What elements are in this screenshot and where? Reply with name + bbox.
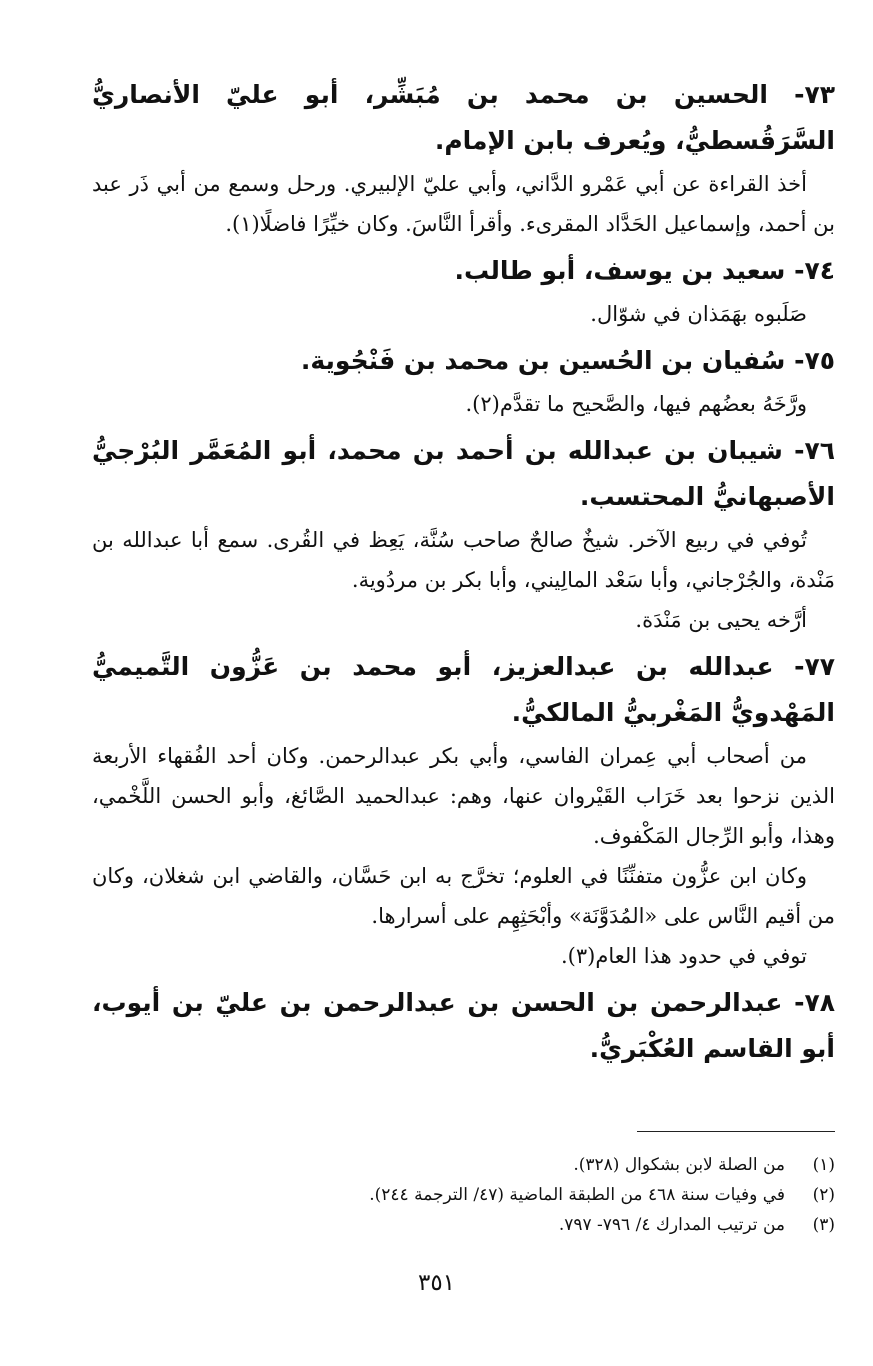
page-body xyxy=(92,72,835,1072)
footnote-item xyxy=(92,1180,835,1210)
entry-paragraph: أخذ القراءة عن أبي عَمْرو الدَّاني، وأبي عليّ الإلبيري. ورحل وسمع من أبي ذَر عبد بن أحمد، وإسماعيل الحَدَّاد المقرىء. وأقرأ النَّاسَ. وكان خيِّرًا فاضلًا(١). xyxy=(92,172,835,236)
footnotes xyxy=(92,1150,835,1240)
entry-paragraph: صَلَبوه بهَمَذان في شوّال. xyxy=(590,302,807,326)
entry-title-74: ٧٤- سعيد بن يوسف، أبو طالب. xyxy=(454,256,835,285)
footnote-item xyxy=(92,1210,835,1240)
footnote-number: (٣) xyxy=(812,1215,835,1235)
entry-paragraph: توفي في حدود هذا العام(٣). xyxy=(560,944,807,968)
entry-title-77: ٧٧- عبدالله بن عبدالعزيز، أبو محمد بن عَزُّون التَّميميُّ المَهْدويُّ المَغْربيُّ المالكيُّ. xyxy=(92,652,835,727)
entry-paragraph: من أصحاب أبي عِمران الفاسي، وأبي بكر عبدالرحمن. وكان أحد الفُقهاء الأربعة الذين نزحوا بعد خَرَاب القَيْروان عنها، وهم: عبدالحميد الصَّائغ، وأبو الحسن اللَّخْمي، وهذا، وأبو الرِّجال المَكْفوف. xyxy=(92,744,835,848)
entry-paragraph: وكان ابن عزُّون متفنِّنًا في العلوم؛ تخرَّج به ابن حَسَّان، والقاضي ابن شغلان، وكان من أقيم النَّاس على «المُدَوَّنَة» وأبْحَثِهِم على أسرارها. xyxy=(92,864,835,928)
footnote-item xyxy=(92,1150,835,1180)
footnote-number: (٢) xyxy=(812,1185,835,1205)
footnote-text: في وفيات سنة ٤٦٨ من الطبقة الماضية (٤٧/ الترجمة ٢٤٤). xyxy=(369,1185,785,1205)
entry-title-78: ٧٨- عبدالرحمن بن الحسن بن عبدالرحمن بن عليّ بن أيوب، أبو القاسم العُكْبَريُّ. xyxy=(92,988,835,1063)
entry-paragraph: ورَّخَهُ بعضُهم فيها، والصَّحيح ما تقدَّم(٢). xyxy=(465,392,807,416)
footnote-text: من ترتيب المدارك ٤/ ٧٩٦- ٧٩٧. xyxy=(558,1215,785,1235)
entry-title-76: ٧٦- شيبان بن عبدالله بن أحمد بن محمد، أبو المُعَمَّر البُرْجيُّ الأصبهانيُّ المحتسب. xyxy=(92,436,835,511)
entry-paragraph: تُوفي في ربيع الآخر. شيخٌ صالحٌ صاحب سُنَّة، يَعِظ في القُرى. سمع أبا عبدالله بن مَنْدة، والجُرْجاني، وأبا سَعْد المالِيني، وأبا بكر بن مردُوية. xyxy=(92,528,835,592)
entry-title-73: ٧٣- الحسين بن محمد بن مُبَشِّر، أبو عليّ الأنصاريُّ السَّرَقُسطيُّ، ويُعرف بابن الإمام. xyxy=(92,80,835,155)
footnote-divider xyxy=(637,1131,835,1132)
entry-title-75: ٧٥- سُفيان بن الحُسين بن محمد بن فَنْجُوية. xyxy=(300,346,835,375)
entry-paragraph: أرَّخه يحيى بن مَنْدَة. xyxy=(635,608,807,632)
page-number: ٣٥١ xyxy=(417,1270,456,1296)
footnote-text: من الصلة لابن بشكوال (٣٢٨). xyxy=(573,1155,785,1175)
footnote-number: (١) xyxy=(812,1155,835,1175)
